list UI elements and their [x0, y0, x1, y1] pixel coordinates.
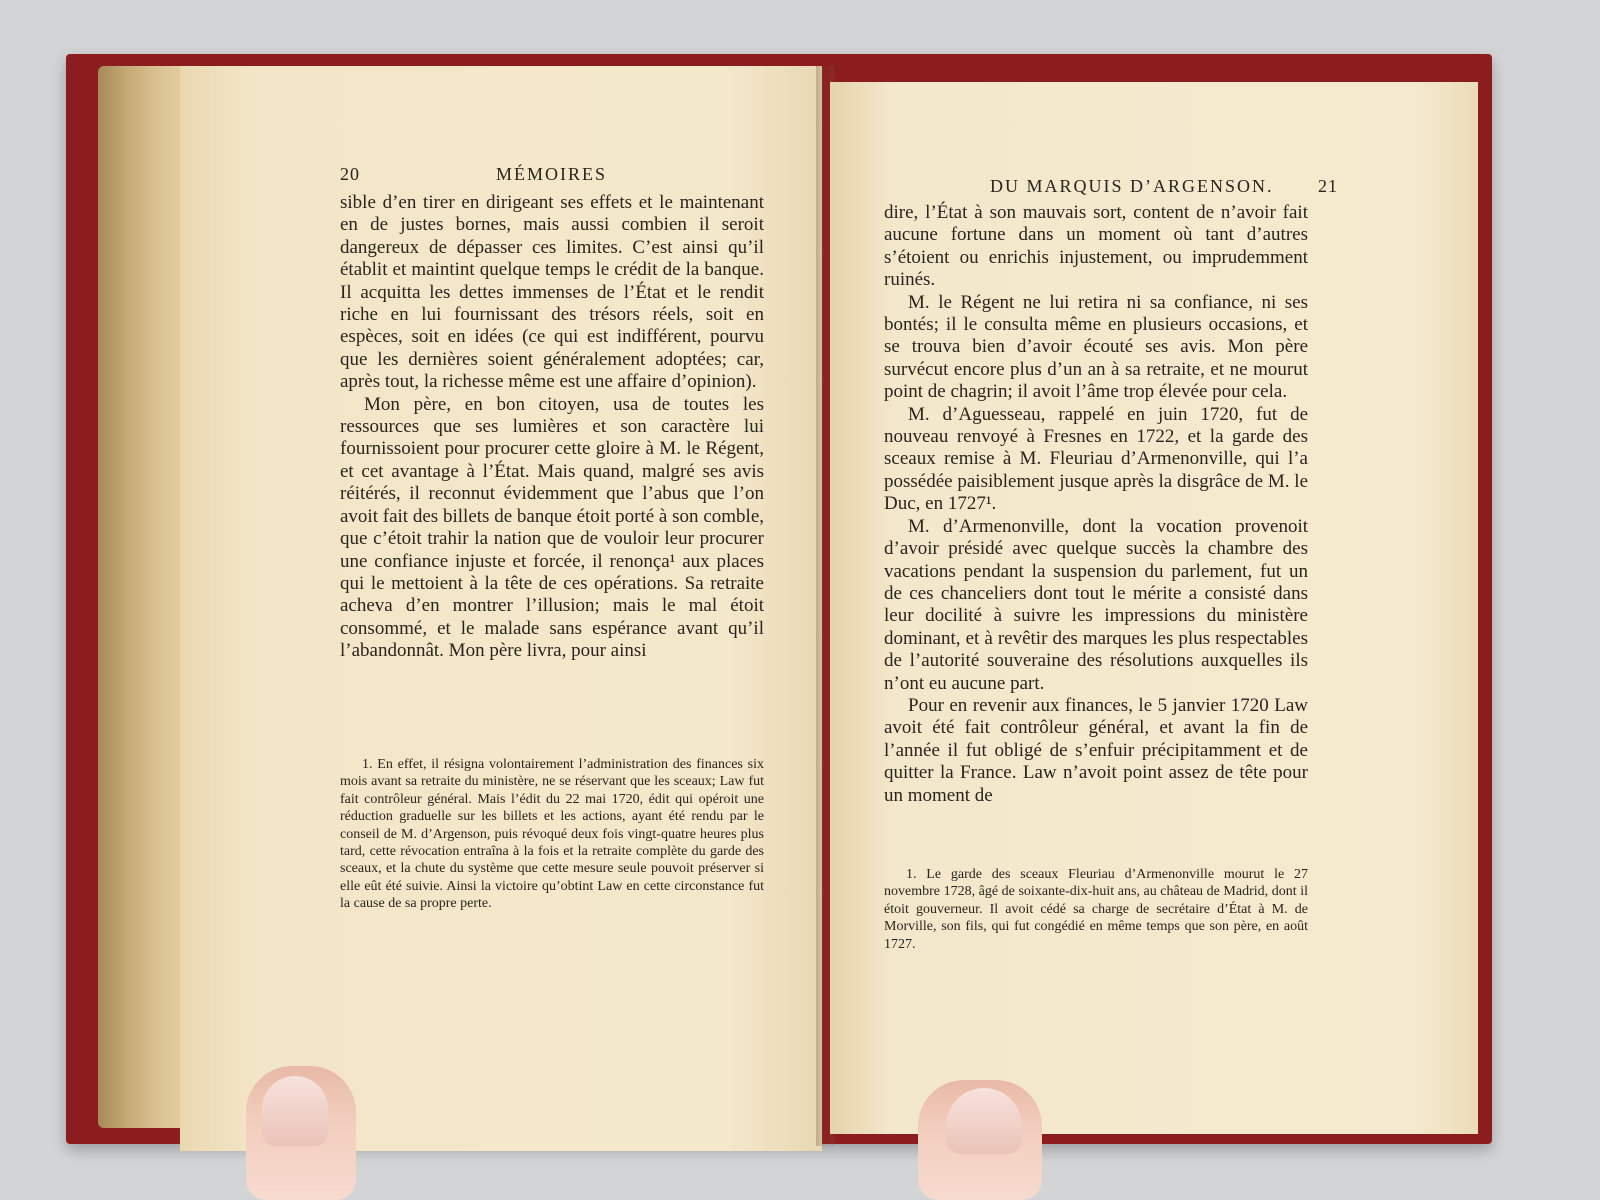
right-paragraph-5: Pour en revenir aux finances, le 5 janvier 1720 Law avoit été fait contrôleur général, et avant la fin de l’année il fut obligé de s’enfuir précipitamment et de quitter la France. Law n’avoit point assez de tête pour un moment de	[884, 694, 1308, 806]
right-paragraph-3: M. d’Aguesseau, rappelé en juin 1720, fut de nouveau renvoyé à Fresnes en 1722, et la garde des sceaux remise à M. Fleuriau d’Armenonville, qui l’a possédée paisiblement jusque après la disgrâce de M. le Duc, en 1727¹.	[884, 403, 1308, 515]
left-page-number: 20	[340, 164, 360, 184]
left-thumbnail	[262, 1076, 328, 1146]
left-footnote: 1. En effet, il résigna volontairement l’administration des finances six mois avant sa retraite du ministère, ne se réservant que les sceaux; Law fut fait contrôleur général. Mais l’édit du 22 mai 1720, édit qui opéroit une réduction graduelle sur les billets et les actions, ayant été rendu par le conseil de M. d’Argenson, puis révoqué deux fois vingt-quatre heures plus tard, cette révocation entraîna à la fois et la retraite complète du garde des sceaux, et la chute du système que cette mesure seule pouvoit préserver si elle eût été suivie. Ainsi la victoire qu’obtint Law en cette circonstance fut la cause de sa propre perte.	[340, 757, 764, 912]
right-body-text	[884, 202, 1308, 807]
left-page	[180, 66, 822, 1151]
right-thumbnail	[946, 1088, 1022, 1154]
left-paragraph-2: Mon père, en bon citoyen, usa de toutes les ressources que ses lumières et son caractère lui fournissoient pour procurer cette gloire à M. le Régent, et cet avantage à l’État. Mais quand, malgré ses avis réitérés, il reconnut évidemment que l’abus que l’on avoit fait des billets de banque étoit porté à son comble, que c’étoit trahir la nation que de vouloir leur procurer une confiance injuste et forcée, il renonça¹ aux places qui le mettoient à la tête de ces opérations. Sa retraite acheva d’en montrer l’illusion; mais le mal étoit consommé, et le malade sans espérance avant qu’il l’abandonnât. Mon père livra, pour ainsi	[340, 393, 764, 662]
right-paragraph-2: M. le Régent ne lui retira ni sa confiance, ni ses bontés; il le consulta même en plusieurs occasions, et se trouva bien d’avoir écouté ses avis. Mon père survécut encore plus d’un an à sa retraite, et ne mourut point de chagrin; il avoit l’âme trop élevée pour cela.	[884, 291, 1308, 403]
left-paragraph-1: sible d’en tirer en dirigeant ses effets et le maintenant en de justes bornes, mais aussi combien il seroit dangereux de dépasser ces limites. C’est ainsi qu’il établit et maintint quelque temps le crédit de la banque. Il acquitta les dettes immenses de l’État et le rendit riche en lui fournissant des trésors réels, soit en espèces, soit en idées (ce qui est indifférent, pourvu que les dernières soient généralement adoptées; car, après tout, la richesse même est une affaire d’opinion).	[340, 192, 764, 393]
left-body-text	[340, 192, 764, 663]
right-running-head: DU MARQUIS D’ARGENSON.	[990, 176, 1274, 196]
right-paragraph-4: M. d’Armenonville, dont la vocation provenoit d’avoir présidé avec quelque succès la chambre des vacations pendant la suspension du parlement, fut un de ces chanceliers dont tout le mérite a consisté dans leur docilité à suivre les impressions du ministère dominant, et à revêtir des marques les plus respectables de l’autorité souveraine des résolutions auxquelles ils n’ont eu aucune part.	[884, 515, 1308, 694]
right-page	[830, 82, 1478, 1134]
left-running-head: MÉMOIRES	[496, 164, 608, 184]
right-page-number: 21	[1318, 176, 1338, 196]
right-footnote: 1. Le garde des sceaux Fleuriau d’Armenonville mourut le 27 novembre 1728, âgé de soixante-dix-huit ans, au château de Madrid, dont il étoit gouverneur. Il avoit cédé sa charge de secrétaire d’État à M. de Morville, son fils, qui fut congédié en même temps que son père, en août 1727.	[884, 867, 1308, 952]
page-edges	[98, 66, 190, 1128]
right-paragraph-1: dire, l’État à son mauvais sort, content de n’avoir fait aucune fortune dans un moment où tant d’autres s’étoient ou enrichis injustement, ou imprudemment ruinés.	[884, 202, 1308, 291]
